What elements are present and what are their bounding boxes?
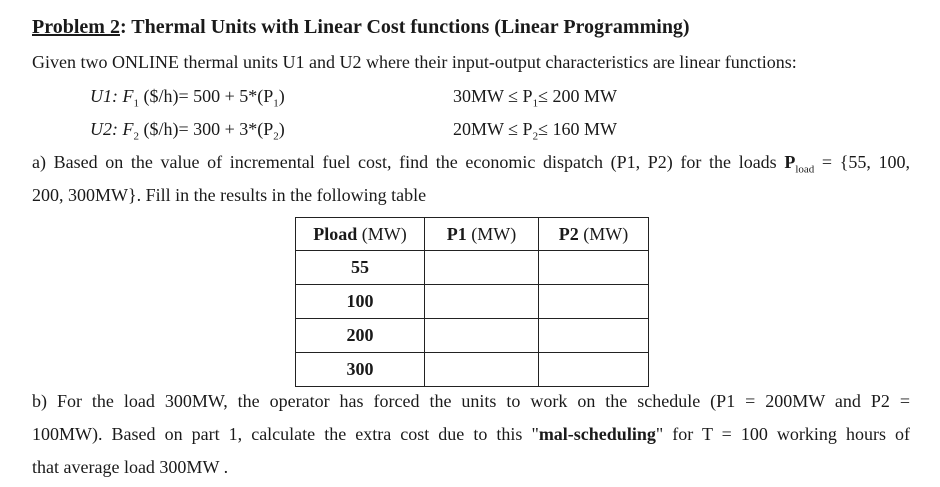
cell-p2[interactable]	[539, 285, 649, 319]
cell-p2[interactable]	[539, 353, 649, 387]
title-colon: :	[119, 16, 127, 38]
table-row	[296, 251, 649, 285]
cell-pload: 200	[296, 319, 425, 353]
cell-pload: 300	[296, 353, 425, 387]
table-header-row	[296, 218, 649, 251]
part-b-line1: b) For the load 300MW, the operator has forced the units to work on the schedule (P1 = 200MW and P2 =	[32, 391, 910, 411]
header-p1: P1 (MW)	[425, 218, 539, 251]
part-a-line2: 200, 300MW}. Fill in the results in the following table	[32, 185, 427, 205]
table-row	[296, 285, 649, 319]
part-b-line2: 100MW). Based on part 1, calculate the extra cost due to this "mal-scheduling" for T = 100 working hours of	[32, 424, 911, 444]
dispatch-table	[295, 217, 649, 387]
table-row	[296, 353, 649, 387]
cell-pload: 100	[296, 285, 425, 319]
problem-number: Problem 2	[32, 16, 120, 38]
cell-p2[interactable]	[539, 251, 649, 285]
header-p2: P2 (MW)	[539, 218, 649, 251]
cell-p1[interactable]	[425, 285, 539, 319]
unit1-constraint: $30MW \le P_1\le 200$ MW	[453, 86, 617, 110]
header-pload: Pload (MW)	[296, 218, 425, 251]
intro-text: Given two ONLINE thermal units U1 and U2 where their input-output characteristics are linear functions:	[32, 52, 797, 72]
unit1-cost-equation: U1: $F_1$ ($/h)= $500 + 5*(P_1)$	[90, 86, 285, 110]
cell-pload: 55	[296, 251, 425, 285]
cell-p1[interactable]	[425, 353, 539, 387]
table-row	[296, 319, 649, 353]
cell-p1[interactable]	[425, 319, 539, 353]
unit2-constraint: $20MW \le P_2\le 160$ MW	[453, 119, 617, 143]
problem-title	[32, 16, 690, 39]
cell-p2[interactable]	[539, 319, 649, 353]
title-text: Thermal Units with Linear Cost functions (Linear Programming)	[131, 16, 690, 38]
unit1-label: U1:	[90, 86, 118, 106]
cell-p1[interactable]	[425, 251, 539, 285]
unit2-cost-equation: U2: $F_2$ ($/h)= $300 + 3*(P_2)$	[90, 119, 285, 143]
part-b-line3: that average load 300MW .	[32, 457, 229, 477]
part-a-line1: a) Based on the value of incremental fuel cost, find the economic dispatch (P1, P2) for the loads $P_{load} = \{55$, 100,	[32, 152, 910, 176]
unit2-label: U2:	[90, 119, 118, 139]
